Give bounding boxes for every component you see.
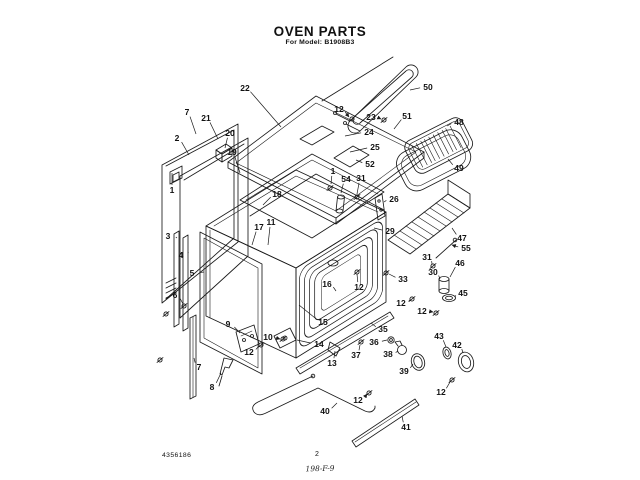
part-number-callout: 7 bbox=[184, 107, 190, 117]
part-number-callout: 10 bbox=[263, 332, 273, 342]
oven-rack-art bbox=[388, 180, 470, 258]
part-number-callout: 45 bbox=[458, 288, 468, 298]
part-number-callout: 52 bbox=[365, 159, 375, 169]
part-number-callout: 12 bbox=[354, 282, 364, 292]
hinge-art bbox=[219, 325, 340, 386]
callout-leader-line bbox=[384, 200, 386, 202]
part-number-callout: 12 bbox=[244, 347, 254, 357]
part-number-callout: 54 bbox=[341, 174, 351, 184]
part-number-callout: 12 bbox=[334, 104, 344, 114]
callout-leader-line bbox=[357, 183, 359, 194]
part-number-callout: 38 bbox=[383, 349, 393, 359]
callout-leader-line bbox=[452, 245, 458, 247]
callout-leader-line bbox=[332, 403, 337, 408]
part-number-callout: 40 bbox=[320, 406, 330, 416]
part-number-callout: 42 bbox=[452, 340, 462, 350]
part-number-callout: 12 bbox=[396, 298, 406, 308]
page-title: OVEN PARTS bbox=[273, 24, 367, 39]
callout-leader-line bbox=[357, 274, 358, 282]
part-number-callout: 3 bbox=[165, 231, 171, 241]
callout-leader-line bbox=[250, 92, 281, 127]
part-number-callout: 48 bbox=[454, 117, 464, 127]
callout-leader-line bbox=[276, 338, 280, 339]
callout-leader-line bbox=[350, 148, 367, 152]
part-number-callout: 36 bbox=[369, 337, 379, 347]
part-number-callout: 15 bbox=[318, 317, 328, 327]
part-number-callout: 11 bbox=[266, 217, 276, 227]
callout-leader-line bbox=[331, 176, 332, 184]
part-number-callout: 46 bbox=[455, 258, 465, 268]
part-number-callout: 25 bbox=[370, 142, 380, 152]
part-number-callout: 1 bbox=[330, 166, 336, 176]
part-number-callout: 16 bbox=[322, 279, 332, 289]
part-number-callout: 24 bbox=[364, 127, 374, 137]
callout-leader-line bbox=[382, 340, 387, 341]
part-number-callout: 20 bbox=[225, 128, 235, 138]
part-number-callout: 12 bbox=[436, 387, 446, 397]
part-number-callout: 31 bbox=[422, 252, 432, 262]
callout-leader-line bbox=[410, 88, 420, 90]
part-number-callout: 22 bbox=[240, 83, 250, 93]
callout-leader-line bbox=[252, 232, 256, 245]
part-number-callout: 14 bbox=[314, 339, 324, 349]
part-number-callout: 49 bbox=[454, 163, 464, 173]
callout-leader-line bbox=[430, 311, 433, 312]
part-number-callout: 7 bbox=[196, 362, 202, 372]
callout-leader-line bbox=[443, 340, 446, 347]
part-number-callout: 51 bbox=[402, 111, 412, 121]
light-bulb-art bbox=[439, 277, 456, 302]
part-number-callout: 43 bbox=[434, 331, 444, 341]
part-number-callout: 50 bbox=[423, 82, 433, 92]
callout-leader-line bbox=[299, 305, 316, 319]
part-number-callout: 29 bbox=[385, 226, 395, 236]
callout-leader-line bbox=[379, 118, 381, 119]
callout-leader-line bbox=[333, 287, 336, 291]
page-number: 2 bbox=[315, 451, 319, 458]
part-number-callout: 30 bbox=[428, 267, 438, 277]
callout-leader-line bbox=[182, 142, 189, 155]
part-number-callout: 12 bbox=[353, 395, 363, 405]
part-number-callout: 55 bbox=[461, 243, 471, 253]
part-number-callout: 39 bbox=[399, 366, 409, 376]
callout-leader-line bbox=[450, 267, 455, 277]
callout-leader-line bbox=[446, 382, 450, 388]
callout-leader-line bbox=[455, 295, 456, 297]
part-number-callout: 35 bbox=[378, 324, 388, 334]
part-number-callout: 37 bbox=[351, 350, 361, 360]
part-number-callout: 6 bbox=[172, 290, 178, 300]
callout-leader-line bbox=[394, 120, 401, 129]
callout-leader-line bbox=[452, 228, 456, 234]
bake-element-art bbox=[253, 374, 419, 447]
part-number-callout: 17 bbox=[254, 222, 264, 232]
part-number-callout: 31 bbox=[356, 173, 366, 183]
part-callouts bbox=[166, 82, 471, 432]
callout-leader-line bbox=[268, 227, 270, 245]
broil-pan-grid-art bbox=[402, 115, 475, 176]
part-number-callout: 8 bbox=[209, 382, 215, 392]
part-number-callout: 21 bbox=[201, 113, 211, 123]
part-number-callout: 2 bbox=[174, 133, 180, 143]
part-number-callout: 1 bbox=[169, 185, 175, 195]
part-number-callout: 12 bbox=[417, 306, 427, 316]
part-number-callout: 9 bbox=[225, 319, 231, 329]
part-number-callout: 26 bbox=[389, 194, 399, 204]
side-panel-art bbox=[174, 231, 262, 399]
callout-leader-line bbox=[256, 346, 259, 349]
model-subtitle: For Model: B1908B3 bbox=[285, 39, 355, 46]
handwritten-note: 198-F-9 bbox=[305, 463, 335, 474]
part-number-callout: 23 bbox=[366, 112, 376, 122]
part-number-callout: 19 bbox=[227, 147, 237, 157]
part-number-callout: 33 bbox=[398, 274, 408, 284]
callout-leader-line bbox=[389, 274, 395, 277]
part-number-callout: 18 bbox=[272, 189, 282, 199]
callout-leader-line bbox=[365, 394, 367, 397]
part-number-callout: 47 bbox=[457, 233, 467, 243]
part-number-callout: 4 bbox=[178, 250, 184, 260]
callout-leader-line bbox=[190, 117, 196, 134]
callout-leader-line bbox=[176, 237, 177, 238]
screw-icons bbox=[157, 117, 455, 396]
document-number: 4356186 bbox=[162, 452, 192, 459]
part-number-callout: 13 bbox=[327, 358, 337, 368]
top-panel-art bbox=[228, 96, 424, 224]
callout-leader-line bbox=[345, 133, 361, 136]
part-number-callout: 5 bbox=[189, 268, 195, 278]
part-number-callout: 41 bbox=[401, 422, 411, 432]
callout-leader-line bbox=[194, 358, 195, 363]
